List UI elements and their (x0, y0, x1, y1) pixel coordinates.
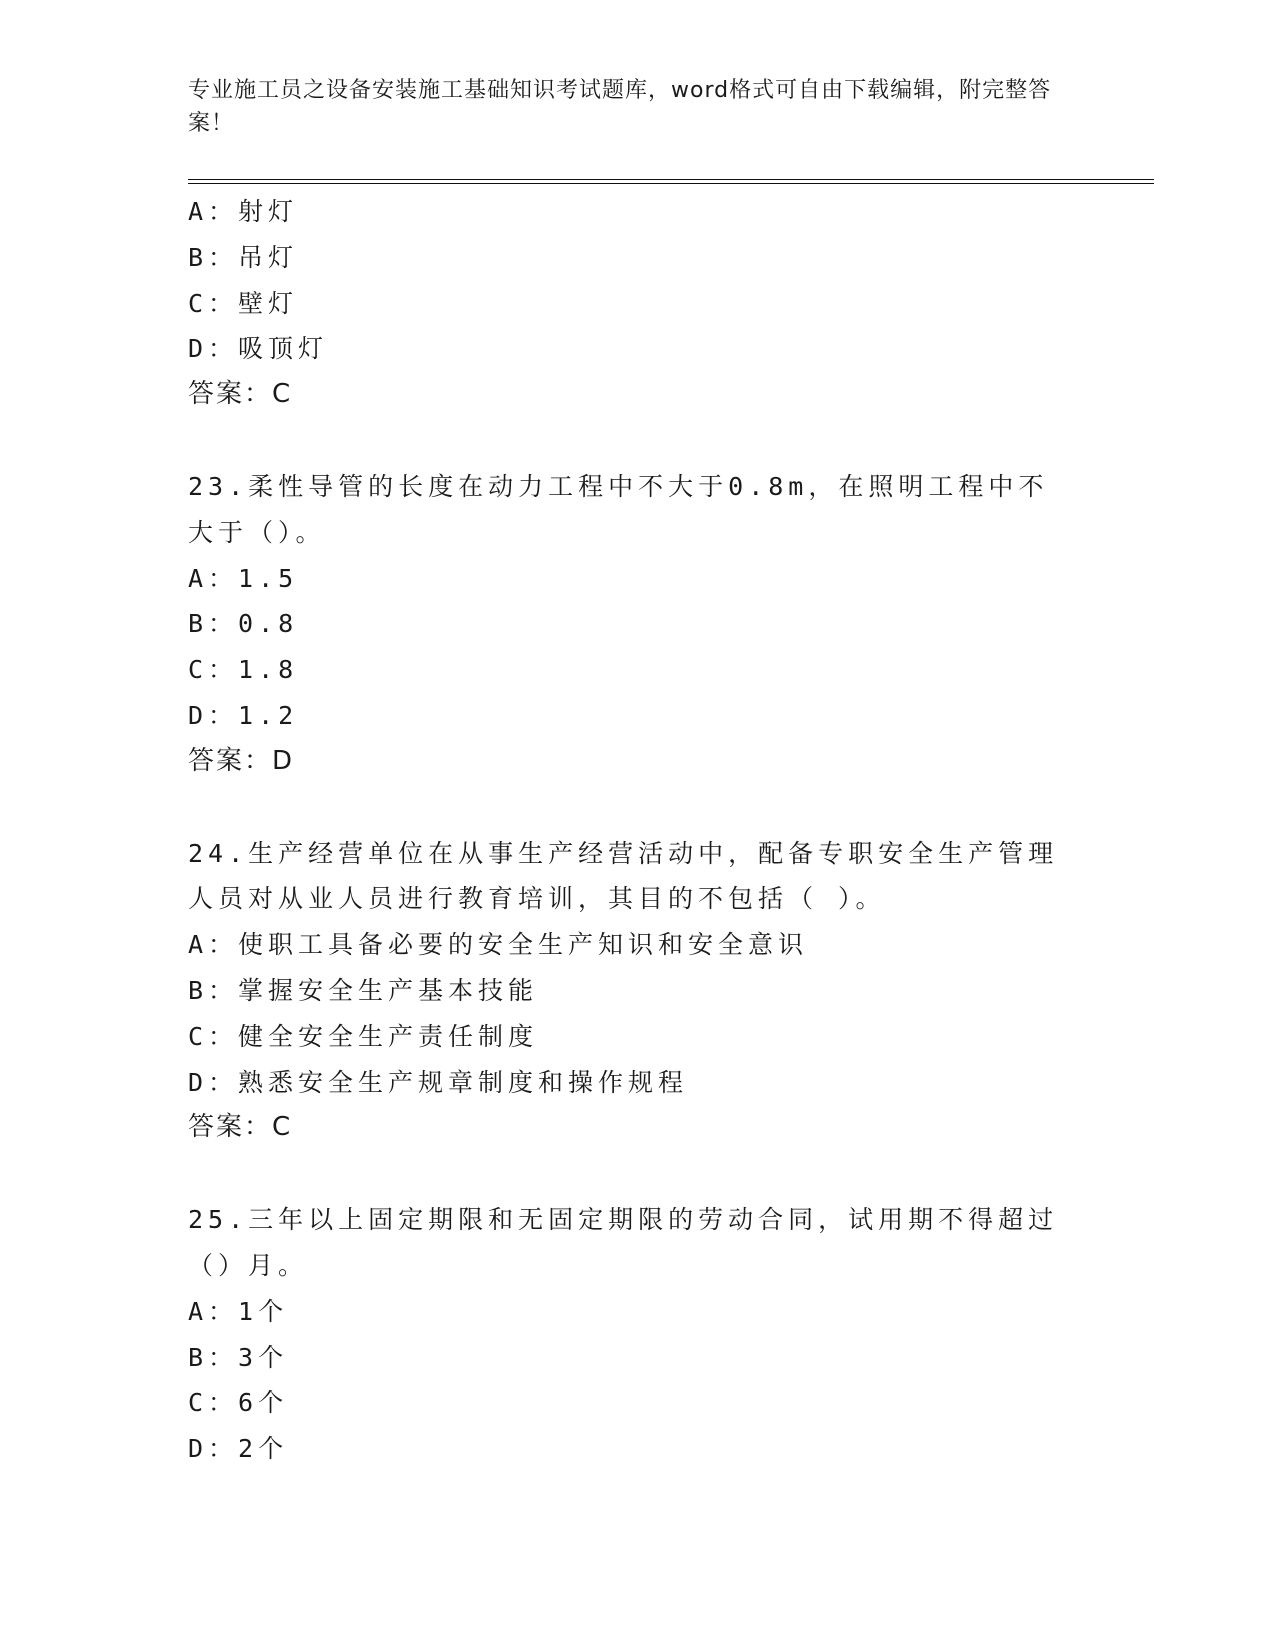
option-c: C：1.8 (188, 655, 299, 685)
option-d: D：1.2 (188, 700, 299, 730)
question-text: 24.生产经营单位在从事生产经营活动中，配备专职安全生产管理人员对从业人员进行教育培训，其目的不包括（ ）。 (188, 838, 1059, 914)
option-a: A：1个 (188, 1296, 289, 1326)
question-list (188, 189, 1088, 1472)
question-23 (188, 464, 1088, 785)
question-22-continuation (188, 189, 1088, 418)
option-b: B：0.8 (188, 609, 299, 639)
option-a: A：使职工具备必要的安全生产知识和安全意识 (188, 930, 809, 960)
option-a: A：射灯 (188, 197, 299, 226)
answer: 答案：D (188, 745, 295, 776)
option-d: D：吸顶灯 (188, 334, 329, 364)
option-d: D：2个 (188, 1434, 289, 1464)
answer: 答案：C (188, 1112, 293, 1143)
option-b: B：掌握安全生产基本技能 (188, 975, 539, 1005)
option-c: C：健全安全生产责任制度 (188, 1021, 539, 1051)
document-header (188, 74, 1068, 140)
header-title: 专业施工员之设备安装施工基础知识考试题库，word格式可自由下载编辑，附完整答案！ (188, 78, 1052, 136)
option-b: B：吊灯 (188, 242, 299, 272)
option-d: D：熟悉安全生产规章制度和操作规程 (188, 1067, 689, 1097)
option-c: C：壁灯 (188, 288, 299, 318)
question-text: 25.三年以上固定期限和无固定期限的劳动合同，试用期不得超过（）月。 (188, 1205, 1059, 1280)
question-25 (188, 1197, 1088, 1472)
option-a: A：1.5 (188, 563, 299, 593)
answer: 答案：C (188, 379, 293, 410)
question-text: 23.柔性导管的长度在动力工程中不大于0.8m，在照明工程中不大于（）。 (188, 471, 1049, 547)
header-divider-top (188, 179, 1154, 180)
option-b: B：3个 (188, 1342, 289, 1372)
question-24 (188, 831, 1088, 1152)
option-c: C：6个 (188, 1388, 289, 1418)
header-divider-bottom (188, 183, 1154, 184)
